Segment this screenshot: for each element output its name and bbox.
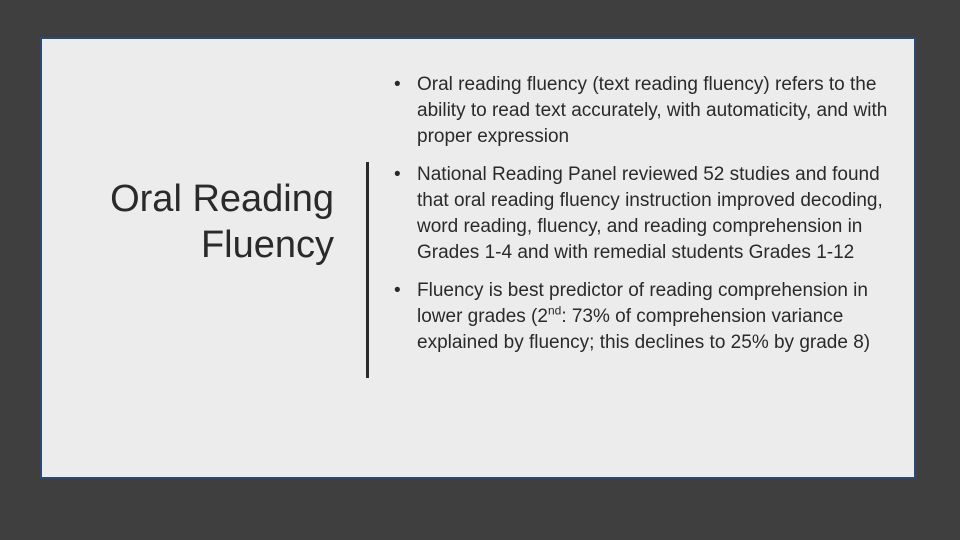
bullet-list — [394, 72, 904, 368]
bullet-dot-icon: • — [394, 280, 401, 301]
bullet-text: Oral reading fluency (text reading fluency) refers to the ability to read text accurately, with automaticity, and with proper expression — [417, 74, 888, 147]
slide-title-line-2: Fluency — [200, 224, 334, 266]
bullet-item-national-reading-panel — [394, 162, 904, 266]
vertical-divider — [366, 162, 369, 378]
slide-title — [60, 176, 334, 268]
ordinal-superscript: nd — [547, 303, 562, 318]
bullet-item-oral-reading-fluency — [394, 72, 904, 150]
bullet-text-after-superscript: : 73% of comprehension variance explained by fluency; this declines to 25% by grade 8) — [417, 306, 871, 353]
bullet-dot-icon: • — [394, 74, 401, 95]
bullet-dot-icon: • — [394, 164, 401, 185]
bullet-text-before-superscript: Fluency is best predictor of reading comprehension in lower grades (2 — [417, 280, 868, 327]
slide-title-line-1: Oral Reading — [110, 178, 334, 220]
bullet-item-fluency-predictor — [394, 278, 904, 356]
bullet-text: National Reading Panel reviewed 52 studies and found that oral reading fluency instruction improved decoding, word reading, fluency, and reading comprehension in Grades 1-4 and with remedial students Grades 1-12 — [417, 164, 883, 263]
bullet-text — [417, 280, 870, 353]
